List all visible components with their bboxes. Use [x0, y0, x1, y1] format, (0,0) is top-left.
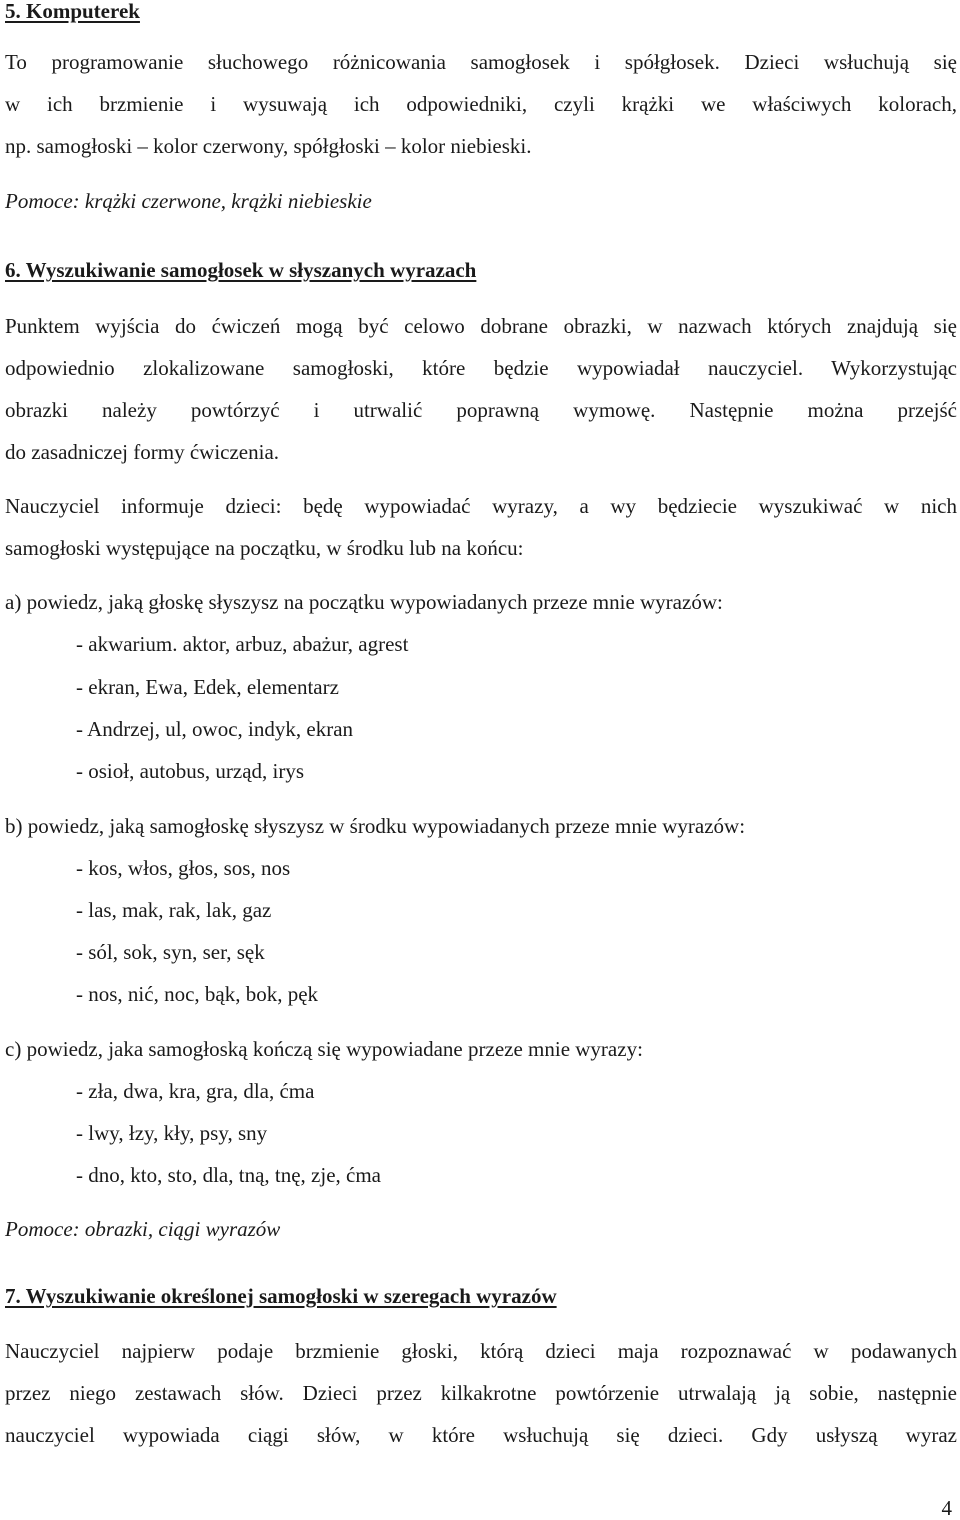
word-list-item: - las, mak, rak, lak, gaz	[76, 898, 272, 922]
word-list-item: - lwy, łzy, kły, psy, sny	[76, 1121, 268, 1145]
paragraph-line: Nauczyciel najpierw podaje brzmienie głoski, którą dzieci maja rozpoznawać w podawanych	[5, 1339, 957, 1363]
section-heading-wyszukiwanie-samoglosek: 6. Wyszukiwanie samogłosek w słyszanych wyrazach	[5, 258, 477, 282]
section-heading-okreslonej-samogloski: 7. Wyszukiwanie określonej samogłoski w szeregach wyrazów	[5, 1284, 557, 1308]
paragraph-line: samogłoski występujące na początku, w środku lub na końcu:	[5, 536, 524, 560]
exercise-prompt-b: b) powiedz, jaką samogłoskę słyszysz w środku wypowiadanych przeze mnie wyrazów:	[5, 814, 746, 838]
paragraph-line: Punktem wyjścia do ćwiczeń mogą być celowo dobrane obrazki, w nazwach których znajdują się	[5, 314, 957, 338]
paragraph-line: Nauczyciel informuje dzieci: będę wypowiadać wyrazy, a wy będziecie wyszukiwać w nich	[5, 494, 957, 518]
word-list-item: - dno, kto, sto, dla, tną, tnę, zje, ćma	[76, 1163, 382, 1187]
word-list-item: - osioł, autobus, urząd, irys	[76, 759, 305, 783]
word-list-item: - kos, włos, głos, sos, nos	[76, 856, 291, 880]
paragraph-line: nauczyciel wypowiada ciągi słów, w które wsłuchują się dzieci. Gdy usłyszą wyraz	[5, 1423, 957, 1447]
paragraph-line: odpowiednio zlokalizowane samogłoski, które będzie wypowiadał nauczyciel. Wykorzystując	[5, 356, 957, 380]
word-list-item: - akwarium. aktor, arbuz, abażur, agrest	[76, 632, 409, 656]
paragraph-line: To programowanie słuchowego różnicowania samogłosek i spółgłosek. Dzieci wsłuchują się	[5, 50, 957, 74]
page-number: 4	[941, 1496, 952, 1520]
word-list-item: - zła, dwa, kra, gra, dla, ćma	[76, 1079, 315, 1103]
section-heading-komputerek: 5. Komputerek	[5, 0, 140, 23]
paragraph-line: w ich brzmienie i wysuwają ich odpowiedniki, czyli krążki we właściwych kolorach,	[5, 92, 957, 116]
exercise-prompt-c: c) powiedz, jaka samogłoską kończą się wypowiadane przeze mnie wyrazy:	[5, 1037, 643, 1061]
aids-note: Pomoce: krążki czerwone, krążki niebieskie	[5, 189, 372, 213]
word-list-item: - ekran, Ewa, Edek, elementarz	[76, 675, 339, 699]
exercise-prompt-a: a) powiedz, jaką głoskę słyszysz na początku wypowiadanych przeze mnie wyrazów:	[5, 590, 723, 614]
word-list-item: - Andrzej, ul, owoc, indyk, ekran	[76, 717, 354, 741]
aids-note: Pomoce: obrazki, ciągi wyrazów	[5, 1217, 281, 1241]
word-list-item: - nos, nić, noc, bąk, bok, pęk	[76, 982, 319, 1006]
paragraph-line: do zasadniczej formy ćwiczenia.	[5, 440, 280, 464]
paragraph-line: np. samogłoski – kolor czerwony, spółgłoski – kolor niebieski.	[5, 134, 532, 158]
paragraph-line: obrazki należy powtórzyć i utrwalić poprawną wymowę. Następnie można przejść	[5, 398, 957, 422]
paragraph-line: przez niego zestawach słów. Dzieci przez kilkakrotne powtórzenie utrwalają ją sobie, następnie	[5, 1381, 957, 1405]
word-list-item: - sól, sok, syn, ser, sęk	[76, 940, 265, 964]
